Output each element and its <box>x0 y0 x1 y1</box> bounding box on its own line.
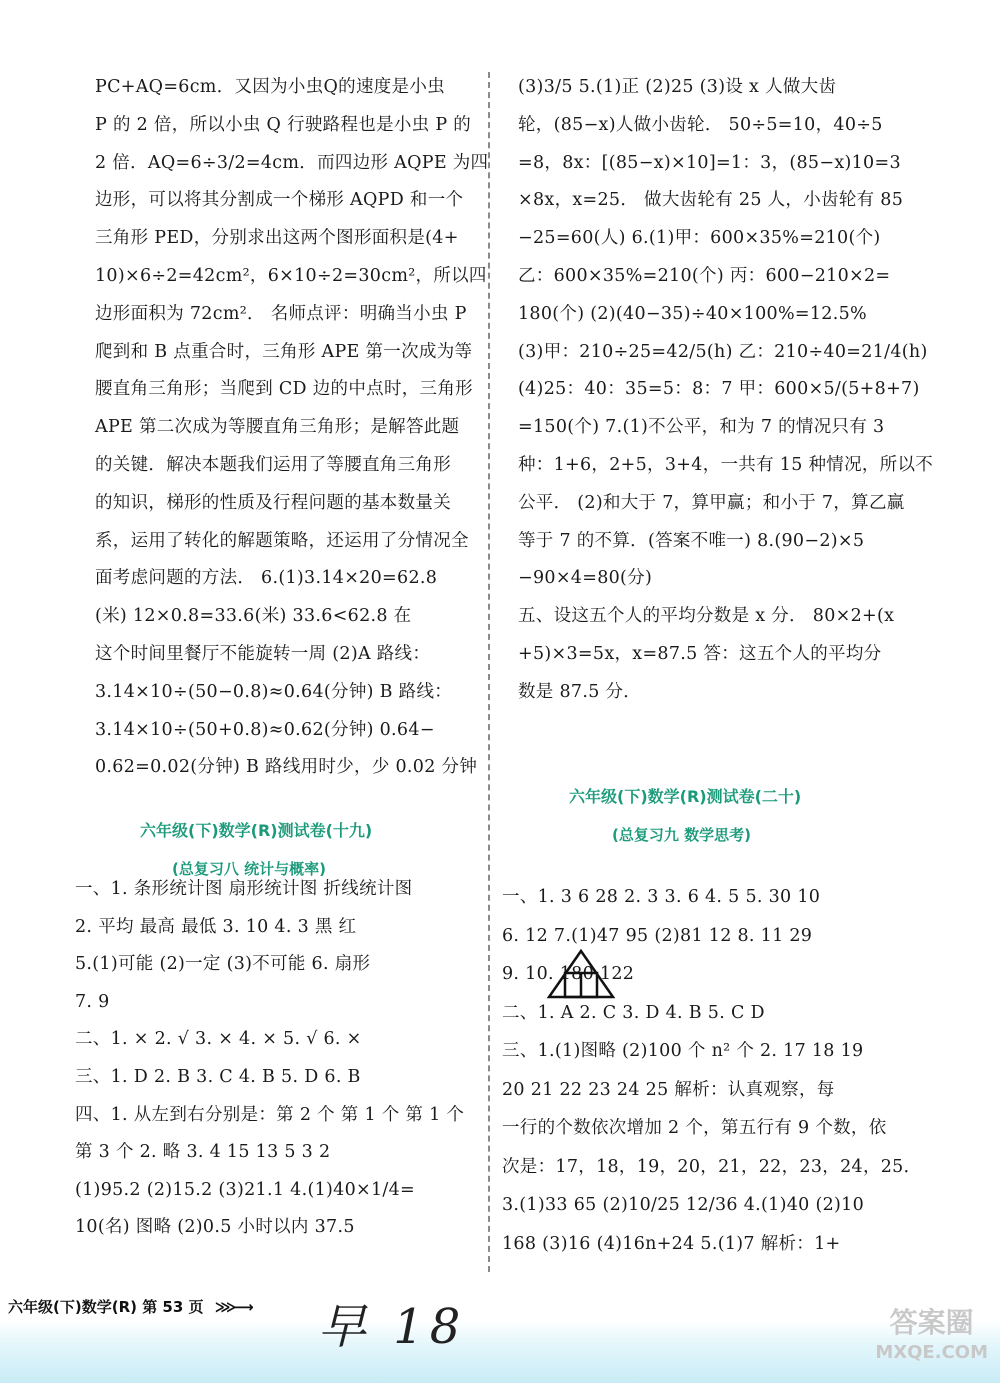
text-line: 一行的个数依次增加 2 个，第五行有 9 个数，依 <box>502 1118 887 1138</box>
text-line: 公平． (2)和大于 7，算甲赢；和小于 7，算乙赢 <box>518 492 905 513</box>
text-line: (1)95.2 (2)15.2 (3)21.1 4.(1)40×1/4= <box>75 1179 415 1200</box>
text-line: 0.62=0.02(分钟) B 路线用时少，少 0.02 分钟 <box>95 757 478 778</box>
arrows-icon: ⋙⟶ <box>214 1298 250 1316</box>
text-line: 二、1. A 2. C 3. D 4. B 5. C D <box>502 1002 765 1023</box>
text-line: (3)3/5 5.(1)正 (2)25 (3)设 x 人做大齿 <box>518 77 837 97</box>
text-line: 轮，(85−x)人做小齿轮． 50÷5=10，40÷5 <box>518 114 883 135</box>
text-line: =8，8x：[(85−x)×10]=1：3，(85−x)10=3 <box>518 152 901 173</box>
text-line: 爬到和 B 点重合时，三角形 APE 第一次成为等 <box>95 341 473 362</box>
text-line: 7. 9 <box>75 991 110 1012</box>
text-line: P 的 2 倍，所以小虫 Q 行驶路程也是小虫 P 的 <box>95 114 472 135</box>
text-line: 一、1. 3 6 28 2. 3 3. 6 4. 5 5. 30 10 <box>502 887 821 907</box>
text-line: 20 21 22 23 24 25 解析：认真观察，每 <box>502 1079 835 1100</box>
text-line: 乙：600×35%=210(个) 丙：600−210×2= <box>518 266 891 286</box>
right-test-heading: 六年级(下)数学(R)测试卷(二十) <box>569 787 802 806</box>
text-line: 等于 7 的不算．(答案不唯一) 8.(90−2)×5 <box>518 530 865 551</box>
footer-page-label: 六年级(下)数学(R) 第 53 页 ⋙⟶ <box>8 1298 250 1316</box>
text-line: 四、1. 从左到右分别是：第 2 个 第 1 个 第 1 个 <box>75 1104 465 1125</box>
text-line: 次是：17，18，19，20，21，22，23，24，25． <box>502 1156 922 1177</box>
text-line: 3.(1)33 65 (2)10/25 12/36 4.(1)40 (2)10 <box>502 1195 864 1215</box>
text-line: 第 3 个 2. 略 3. 4 15 13 5 3 2 <box>75 1142 331 1163</box>
text-line: 2. 平均 最高 最低 3. 10 4. 3 黑 红 <box>75 916 357 937</box>
handwritten-note: 早 18 <box>318 1299 467 1355</box>
text-line: (米) 12×0.8=33.6(米) 33.6<62.8 在 <box>95 606 412 627</box>
text-line: 10)×6÷2=42cm²，6×10÷2=30cm²，所以四 <box>95 266 487 286</box>
text-line: 边形，可以将其分割成一个梯形 AQPD 和一个 <box>95 190 464 211</box>
text-line: 三角形 PED，分别求出这两个图形面积是(4+ <box>95 228 459 249</box>
text-line: −90×4=80(分) <box>518 568 653 589</box>
text-line: (4)25：40：35=5：8：7 甲：600×5/(5+8+7) <box>518 379 920 400</box>
left-test-subheading: (总复习八 统计与概率) <box>172 860 326 878</box>
text-line: 五、设这五个人的平均分数是 x 分． 80×2+(x <box>518 606 895 627</box>
text-line: 边形面积为 72cm²． 名师点评：明确当小虫 P <box>95 303 467 324</box>
text-line: 种：1+6，2+5，3+4，一共有 15 种情况，所以不 <box>518 455 934 475</box>
text-line: 3.14×10÷(50−0.8)≈0.64(分钟) B 路线： <box>95 681 453 702</box>
footer-bar <box>0 1320 1000 1383</box>
text-line: APE 第二次成为等腰直角三角形；是解答此题 <box>95 417 460 438</box>
watermark: 答案圈 MXQE.COM <box>875 1306 988 1363</box>
text-line: 二、1. × 2. √ 3. × 4. × 5. √ 6. × <box>75 1029 362 1050</box>
text-line: 6. 12 7.(1)47 95 (2)81 12 8. 11 29 <box>502 925 813 946</box>
triangle-figure <box>546 948 616 1000</box>
text-line: 168 (3)16 (4)16n+24 5.(1)7 解析：1+ <box>502 1233 841 1254</box>
text-line: 三、1.(1)图略 (2)100 个 n² 个 2. 17 18 19 <box>502 1041 864 1061</box>
text-line: 9. 10. 180 122 <box>502 964 635 984</box>
text-line: 的知识，梯形的性质及行程问题的基本数量关 <box>95 492 451 513</box>
text-line: 10(名) 图略 (2)0.5 小时以内 37.5 <box>75 1217 355 1238</box>
text-line: 面考虑问题的方法． 6.(1)3.14×20=62.8 <box>95 568 438 589</box>
text-line: 腰直角三角形；当爬到 CD 边的中点时，三角形 <box>95 379 473 400</box>
text-line: +5)×3=5x，x=87.5 答：这五个人的平均分 <box>518 644 882 664</box>
text-line: 的关键．解决本题我们运用了等腰直角三角形 <box>95 455 451 475</box>
text-line: 一、1. 条形统计图 扇形统计图 折线统计图 <box>75 879 413 899</box>
left-test-heading: 六年级(下)数学(R)测试卷(十九) <box>140 821 373 840</box>
text-line: 数是 87.5 分． <box>518 681 642 702</box>
text-line: 3.14×10÷(50+0.8)≈0.62(分钟) 0.64− <box>95 719 435 740</box>
text-line: −25=60(人) 6.(1)甲：600×35%=210(个) <box>518 228 881 249</box>
text-line: PC+AQ=6cm．又因为小虫Q的速度是小虫 <box>95 77 445 97</box>
text-line: ×8x，x=25． 做大齿轮有 25 人，小齿轮有 85 <box>518 190 904 211</box>
text-line: 2 倍．AQ=6÷3/2=4cm．而四边形 AQPE 为四 <box>95 152 489 173</box>
text-line: =150(个) 7.(1)不公平，和为 7 的情况只有 3 <box>518 417 885 438</box>
text-line: (3)甲：210÷25=42/5(h) 乙：210÷40=21/4(h) <box>518 341 928 362</box>
text-line: 三、1. D 2. B 3. C 4. B 5. D 6. B <box>75 1067 361 1087</box>
text-line: 180(个) (2)(40−35)÷40×100%=12.5% <box>518 303 867 324</box>
column-divider <box>488 72 490 1272</box>
text-line: 系，运用了转化的解题策略，还运用了分情况全 <box>95 530 469 551</box>
text-line: 5.(1)可能 (2)一定 (3)不可能 6. 扇形 <box>75 954 371 975</box>
text-line: 这个时间里餐厅不能旋转一周 (2)A 路线： <box>95 644 431 664</box>
right-test-subheading: (总复习九 数学思考) <box>612 826 751 844</box>
